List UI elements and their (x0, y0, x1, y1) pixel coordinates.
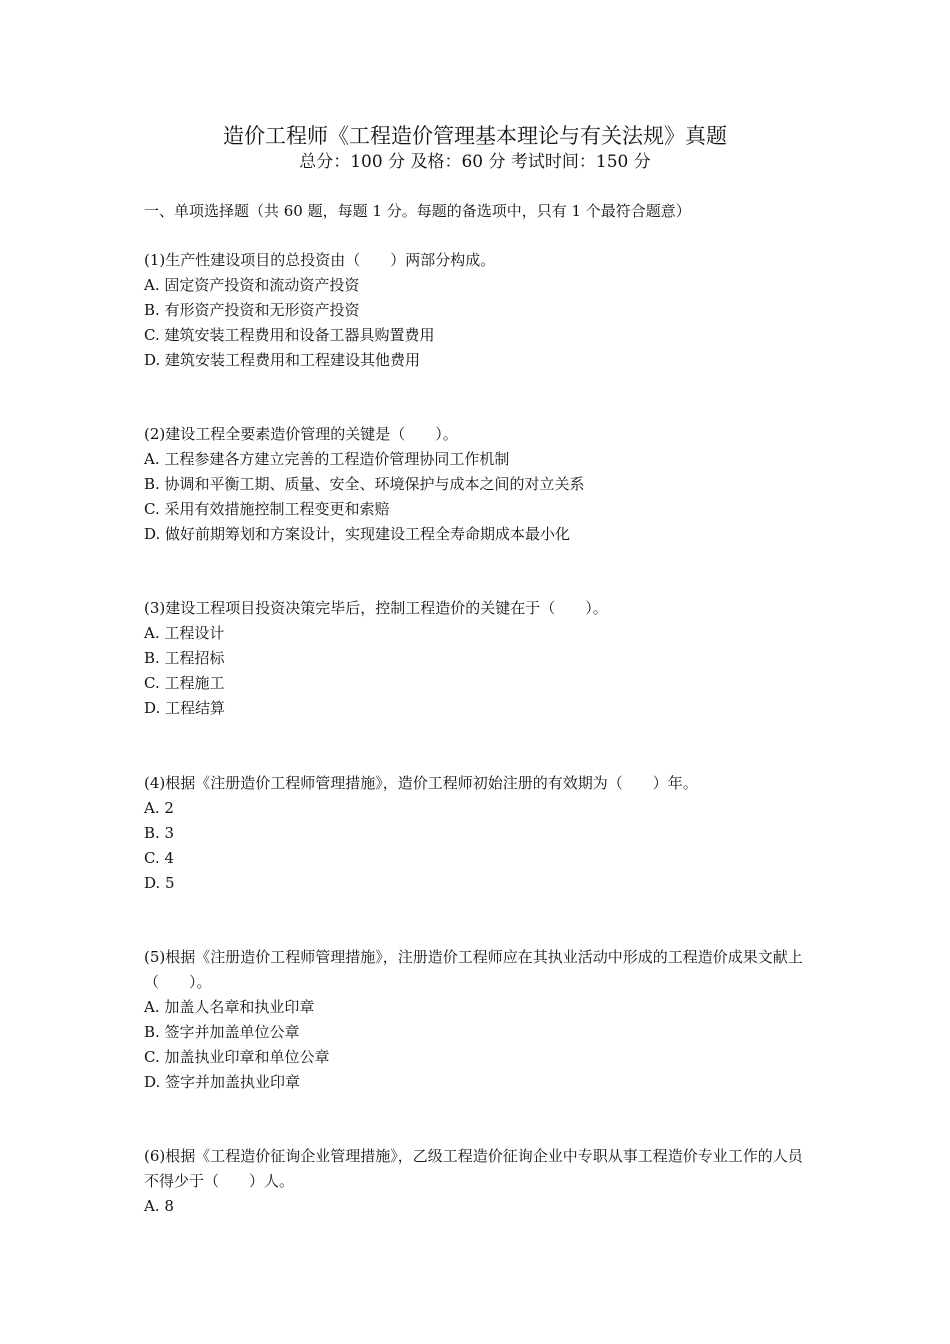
question-stem: (5)根据《注册造价工程师管理措施》，注册造价工程师应在其执业活动中形成的工程造价成果文献上（ ）。 (144, 948, 803, 991)
question-stem: (1)生产性建设项目的总投资由（ ）两部分构成。 (144, 251, 496, 269)
option-c: C. 加盖执业印章和单位公章 (144, 1048, 330, 1066)
option-c: C. 4 (144, 849, 175, 867)
option-d: D. 工程结算 (144, 699, 226, 717)
option-b: B. 有形资产投资和无形资产投资 (144, 301, 360, 319)
option-a: A. 加盖人名章和执业印章 (144, 998, 315, 1016)
option-d: D. 建筑安装工程费用和工程建设其他费用 (144, 351, 421, 369)
question-stem: (4)根据《注册造价工程师管理措施》，造价工程师初始注册的有效期为（ ）年。 (144, 774, 698, 792)
option-b: B. 签字并加盖单位公章 (144, 1023, 300, 1041)
question-1 (144, 248, 812, 373)
question-stem: (2)建设工程全要素造价管理的关键是（ ）。 (144, 425, 458, 443)
document-title: 造价工程师《工程造价管理基本理论与有关法规》真题 (223, 124, 727, 148)
question-5 (144, 945, 812, 1095)
question-6 (144, 1144, 812, 1219)
option-b: B. 工程招标 (144, 649, 225, 667)
option-a: A. 8 (144, 1197, 174, 1215)
question-stem: (3)建设工程项目投资决策完毕后，控制工程造价的关键在于（ ）。 (144, 599, 608, 617)
option-a: A. 固定资产投资和流动资产投资 (144, 276, 360, 294)
question-2 (144, 422, 812, 547)
option-d: D. 5 (144, 874, 175, 892)
option-b: B. 协调和平衡工期、质量、安全、环境保护与成本之间的对立关系 (144, 475, 585, 493)
option-a: A. 工程参建各方建立完善的工程造价管理协同工作机制 (144, 450, 510, 468)
option-c: C. 采用有效措施控制工程变更和索赔 (144, 500, 390, 518)
question-3 (144, 596, 812, 721)
exam-info: 总分：100 分 及格：60 分 考试时间：150 分 (299, 152, 651, 172)
option-c: C. 建筑安装工程费用和设备工器具购置费用 (144, 326, 435, 344)
option-c: C. 工程施工 (144, 674, 225, 692)
section-heading: 一、单项选择题（共 60 题，每题 1 分。每题的备选项中，只有 1 个最符合题意） (144, 202, 691, 220)
option-d: D. 做好前期筹划和方案设计，实现建设工程全寿命期成本最小化 (144, 525, 571, 543)
question-4 (144, 771, 812, 896)
question-stem: (6)根据《工程造价征询企业管理措施》，乙级工程造价征询企业中专职从事工程造价专业工作的人员不得少于（ ）人。 (144, 1147, 803, 1190)
option-b: B. 3 (144, 824, 175, 842)
option-d: D. 签字并加盖执业印章 (144, 1073, 301, 1091)
option-a: A. 工程设计 (144, 624, 225, 642)
option-a: A. 2 (144, 799, 174, 817)
